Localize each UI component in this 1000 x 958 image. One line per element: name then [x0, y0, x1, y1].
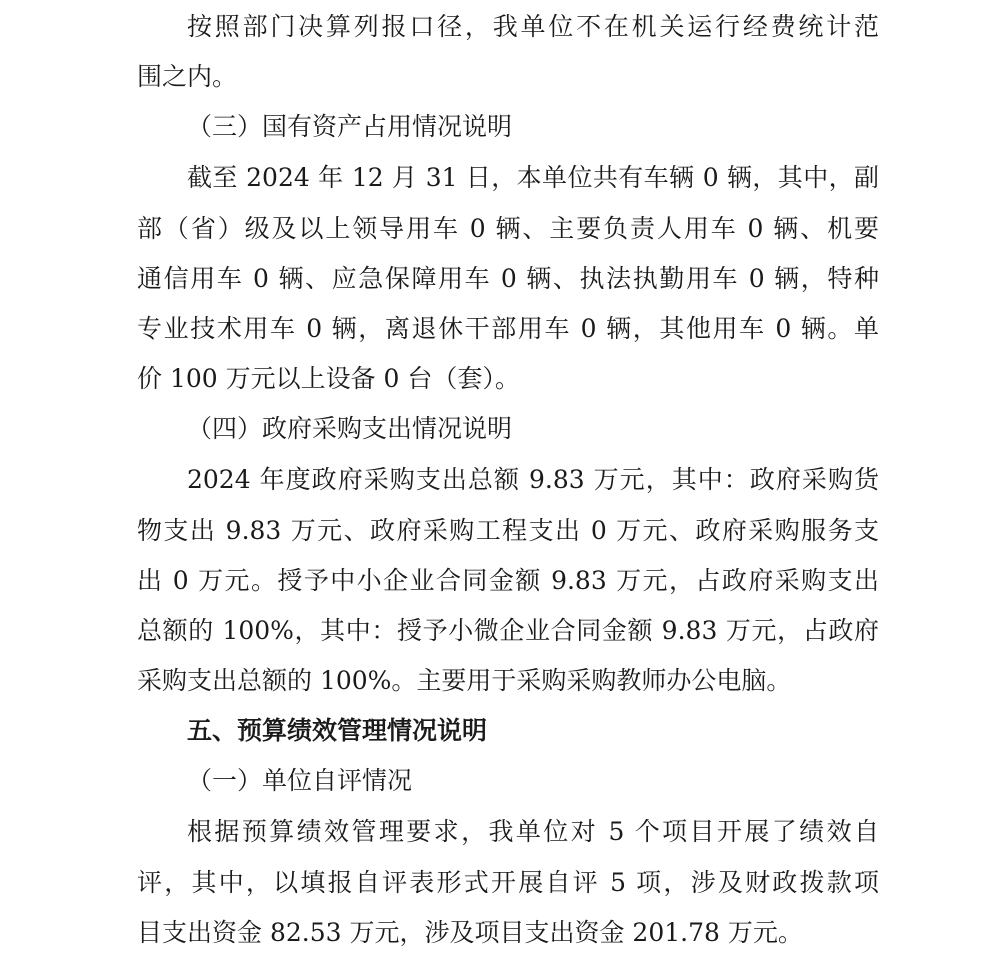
paragraph-line: 采购支出总额的 100%。主要用于采购采购教师办公电脑。	[137, 666, 792, 695]
paragraph-line: 物支出 9.83 万元、政府采购工程支出 0 万元、政府采购服务支	[137, 516, 879, 545]
chapter-heading-performance: 五、预算绩效管理情况说明	[187, 716, 488, 745]
section-heading-assets: （三）国有资产占用情况说明	[187, 112, 513, 141]
paragraph-line: 专业技术用车 0 辆，离退休干部用车 0 辆，其他用车 0 辆。单	[137, 314, 879, 343]
paragraph-line: 价 100 万元以上设备 0 台（套）。	[137, 364, 520, 393]
paragraph-line: 目支出资金 82.53 万元，涉及项目支出资金 201.78 万元。	[137, 918, 803, 947]
paragraph-line: 截至 2024 年 12 月 31 日，本单位共有车辆 0 辆，其中，副	[187, 163, 879, 192]
section-heading-self-evaluation: （一）单位自评情况	[187, 766, 413, 795]
paragraph-line: 总额的 100%，其中：授予小微企业合同金额 9.83 万元，占政府	[137, 616, 879, 645]
paragraph-line: 评，其中，以填报自评表形式开展自评 5 项，涉及财政拨款项	[137, 868, 879, 897]
paragraph-line: 按照部门决算列报口径，我单位不在机关运行经费统计范	[187, 12, 879, 41]
paragraph-line: 围之内。	[137, 62, 238, 91]
paragraph-line: 2024 年度政府采购支出总额 9.83 万元，其中：政府采购货	[187, 465, 879, 494]
paragraph-line: 部（省）级及以上领导用车 0 辆、主要负责人用车 0 辆、机要	[137, 214, 879, 243]
paragraph-line: 通信用车 0 辆、应急保障用车 0 辆、执法执勤用车 0 辆，特种	[137, 264, 879, 293]
paragraph-line: 根据预算绩效管理要求，我单位对 5 个项目开展了绩效自	[187, 817, 879, 846]
section-heading-procurement: （四）政府采购支出情况说明	[187, 414, 513, 443]
paragraph-line: 出 0 万元。授予中小企业合同金额 9.83 万元，占政府采购支出	[137, 566, 879, 595]
